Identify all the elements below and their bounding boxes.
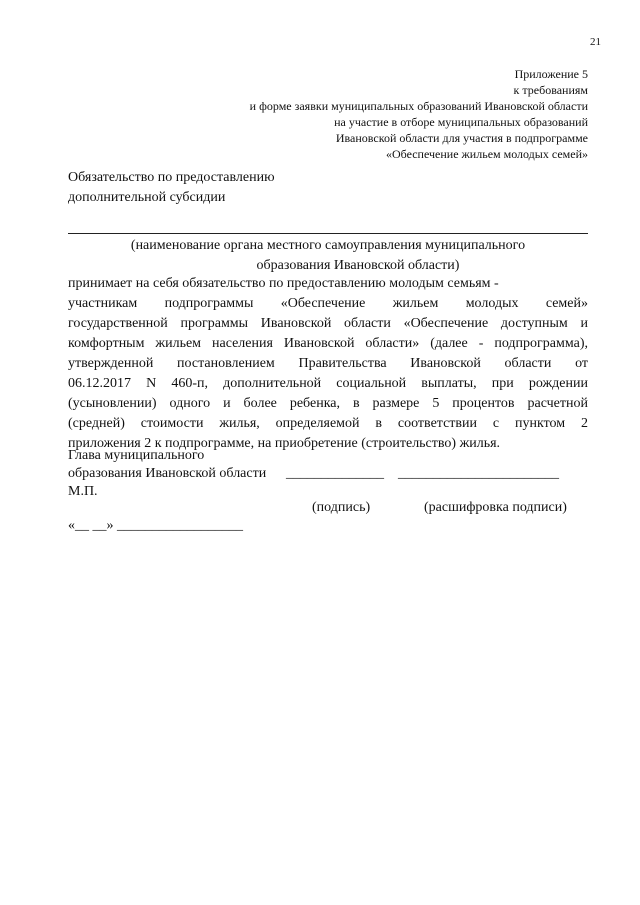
title-line: Обязательство по предоставлению — [68, 170, 275, 185]
head-title-line: Глава муниципального — [68, 448, 205, 463]
name-decoding-blank[interactable]: _______________________ — [398, 466, 559, 481]
appendix-line: на участие в отборе муниципальных образований — [334, 115, 588, 129]
page-number: 21 — [590, 36, 601, 48]
body-line: 06.12.2017 N 460-п, дополнительной социальной выплаты, при рождении — [68, 376, 588, 391]
body-line: государственной программы Ивановской области «Обеспечение доступным и — [68, 316, 588, 331]
body-line: (усыновлении) одного и более ребенка, в размере 5 процентов расчетной — [68, 396, 588, 411]
appendix-line: и форме заявки муниципальных образований Ивановской области — [249, 99, 588, 113]
body-line: утвержденной постановлением Правительства Ивановской области от — [68, 356, 588, 371]
appendix-line: «Обеспечение жильем молодых семей» — [385, 147, 588, 161]
org-name-underline — [68, 233, 588, 234]
body-line: комфортным жильем населения Ивановской области» (далее - подпрограмма), — [68, 336, 588, 351]
body-line: принимает на себя обязательство по предоставлению молодым семьям - — [68, 276, 499, 291]
body-line: (средней) стоимости жилья, определяемой в соответствии с пунктом 2 — [68, 416, 588, 431]
head-title-line: образования Ивановской области — [68, 466, 267, 481]
signature-caption: (подпись) — [312, 500, 371, 515]
stamp-label: М.П. — [68, 484, 98, 499]
caption-line: образования Ивановской области) — [256, 258, 460, 273]
title-line: дополнительной субсидии — [68, 190, 226, 205]
appendix-line: Ивановской области для участия в подпрограмме — [335, 131, 588, 145]
caption-line: (наименование органа местного самоуправления муниципального — [130, 238, 526, 253]
signature-blank[interactable]: ______________ — [286, 466, 384, 481]
appendix-line: к требованиям — [513, 83, 588, 97]
body-line: приложения 2 к подпрограмме, на приобретение (строительство) жилья. — [68, 436, 501, 451]
date-blank[interactable]: «__ __» __________________ — [68, 518, 243, 533]
name-decoding-caption: (расшифровка подписи) — [424, 500, 567, 515]
appendix-line: Приложение 5 — [514, 67, 588, 81]
body-line: участникам подпрограммы «Обеспечение жильем молодых семей» — [68, 296, 588, 311]
